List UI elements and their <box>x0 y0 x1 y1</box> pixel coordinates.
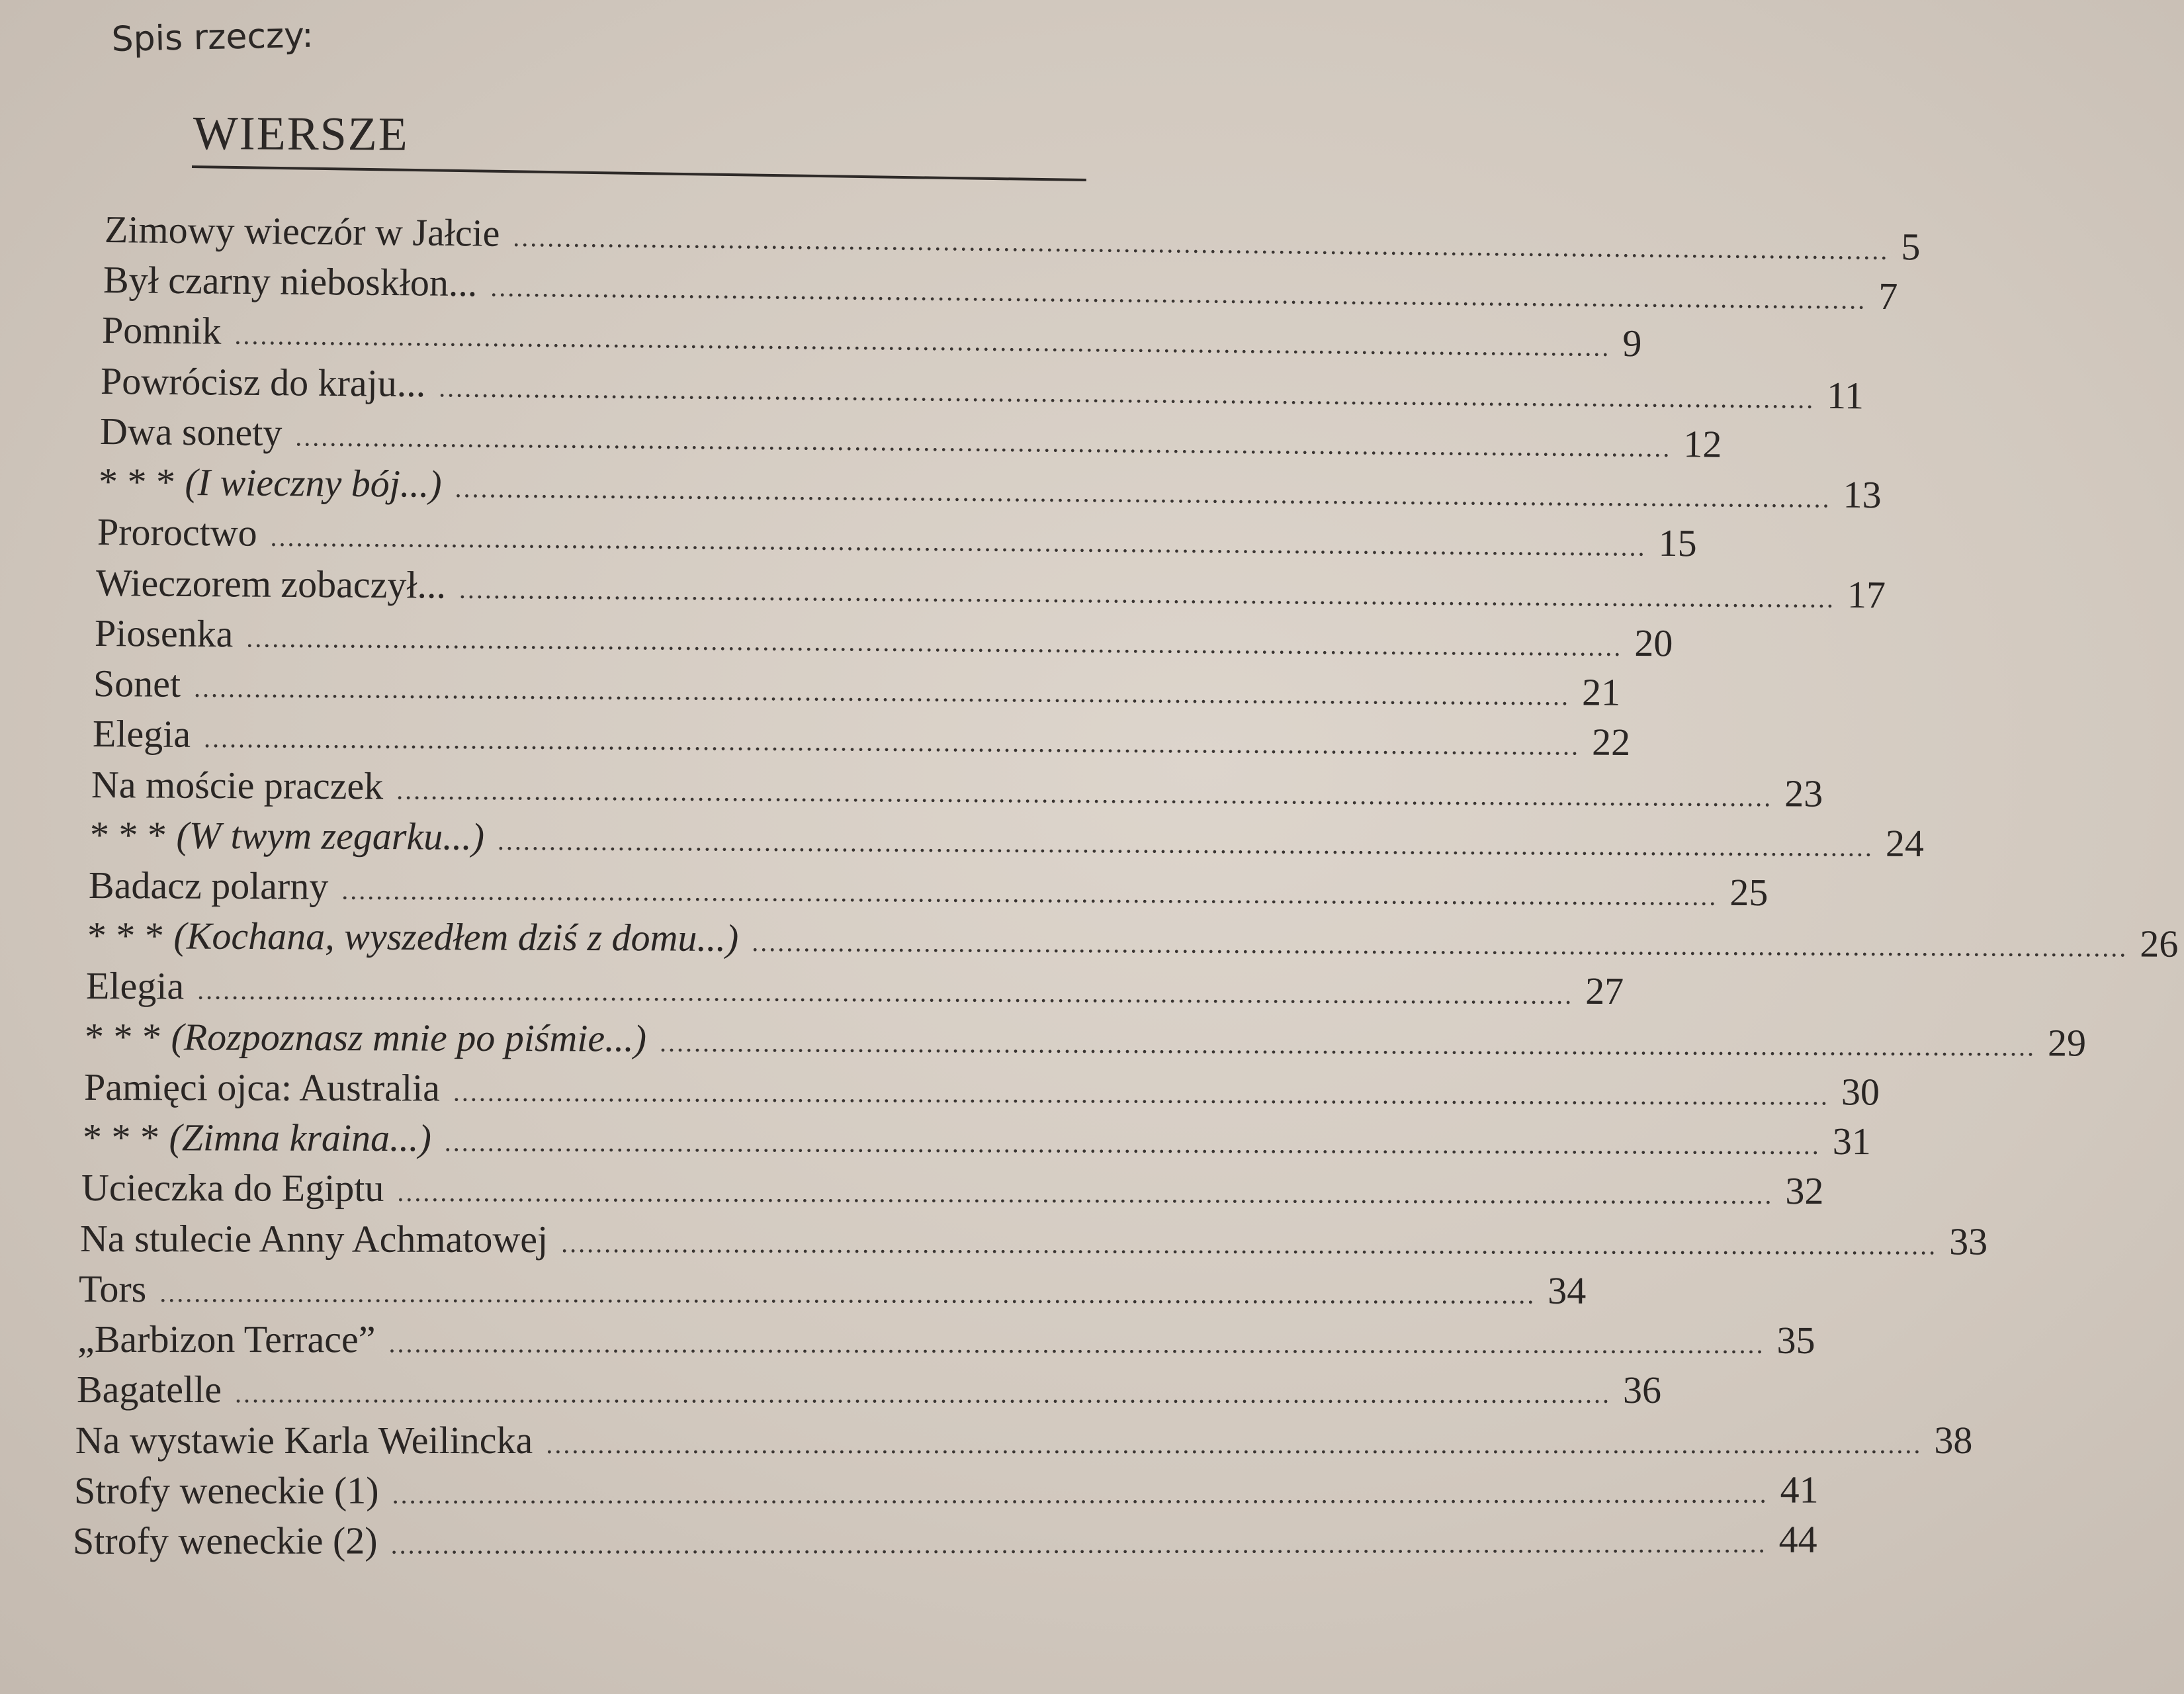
toc-entry-title <box>83 1065 440 1110</box>
toc-entry-title <box>73 1468 379 1512</box>
toc-entry <box>81 1166 1824 1213</box>
toc-entry-asterisks: * * * <box>87 914 174 958</box>
toc-entry <box>104 208 1921 269</box>
toc-entry <box>82 1116 1871 1163</box>
toc-entry-page-number: 26 <box>2140 922 2179 965</box>
toc-entry-page-number: 25 <box>1729 870 1769 914</box>
toc-entry <box>76 1368 1661 1412</box>
toc-entry-asterisks: * * * <box>98 460 185 504</box>
toc-entry-page-number: 29 <box>2048 1021 2087 1065</box>
toc-entry-title <box>77 1370 222 1409</box>
toc-entry-title <box>75 1418 533 1462</box>
dot-leader: ................................................................................................................................................................ <box>203 723 1580 761</box>
dot-leader: ................................................................................................................................................................ <box>660 1027 2036 1061</box>
contents-heading: Spis rzeczy: <box>111 15 314 60</box>
toc-entry-text: „Barbizon Terrace” <box>77 1317 376 1361</box>
toc-entry-page-number: 11 <box>1827 373 1864 418</box>
toc-entry-title <box>93 664 181 703</box>
toc-entry-title <box>99 409 283 455</box>
toc-entry <box>87 914 2179 965</box>
toc-entry-title <box>82 1116 431 1160</box>
toc-entry-page-number: 17 <box>1847 572 1886 617</box>
dot-leader: ................................................................................................................................................................ <box>490 272 1867 315</box>
toc-entry <box>89 813 1924 865</box>
dot-leader: ................................................................................................................................................................ <box>246 623 1623 662</box>
toc-entry-text: Elegia <box>92 712 191 756</box>
toc-entry <box>102 308 1642 365</box>
toc-entry-text: (I wieczny bój...) <box>185 461 442 506</box>
toc-entry-page-number: 27 <box>1585 969 1624 1013</box>
toc-entry-page-number: 31 <box>1832 1120 1871 1163</box>
toc-entry-page-number: 44 <box>1778 1517 1817 1561</box>
dot-leader: ................................................................................................................................................................ <box>497 825 1874 862</box>
toc-entry-text: Wieczorem zobaczył... <box>95 560 447 607</box>
dot-leader: ................................................................................................................................................................ <box>439 372 1815 414</box>
toc-entry <box>79 1267 1587 1312</box>
toc-entry-page-number: 33 <box>1949 1220 1988 1263</box>
toc-entry-text: Tors <box>79 1267 147 1310</box>
dot-leader: ................................................................................................................................................................ <box>194 672 1571 711</box>
toc-entry-page-number: 22 <box>1591 720 1630 764</box>
toc-entry-text: Dwa sonety <box>99 409 283 455</box>
dot-leader: ................................................................................................................................................................ <box>459 574 1836 613</box>
toc-entry-page-number: 30 <box>1841 1070 1880 1114</box>
toc-entry-text: Bagatelle <box>76 1368 222 1411</box>
toc-entry-page-number: 23 <box>1784 771 1823 815</box>
dot-leader: ................................................................................................................................................................ <box>234 1378 1611 1409</box>
dot-leader: ................................................................................................................................................................ <box>294 422 1672 463</box>
dot-leader: ................................................................................................................................................................ <box>453 1077 1829 1111</box>
toc-entry-title <box>85 1014 647 1060</box>
toc-entry-page-number: 34 <box>1548 1269 1587 1312</box>
dot-leader: ................................................................................................................................................................ <box>197 975 1574 1010</box>
toc-entry-title <box>80 1216 548 1261</box>
toc-entry <box>72 1517 1817 1562</box>
toc-entry-title <box>95 560 447 607</box>
toc-entry-text: (Kochana, wyszedłem dziś z domu...) <box>173 914 739 960</box>
toc-entry-text: Strofy weneckie (1) <box>73 1468 379 1512</box>
toc-entry-asterisks: * * * <box>89 813 177 857</box>
toc-entry-text: Na moście praczek <box>91 762 384 807</box>
toc-entry-title <box>89 866 329 906</box>
dot-leader: ................................................................................................................................................................ <box>390 1528 1767 1560</box>
toc-entry-page-number: 9 <box>1622 322 1642 365</box>
toc-entry-asterisks: * * * <box>82 1116 169 1159</box>
dot-leader: ................................................................................................................................................................ <box>234 320 1611 363</box>
dot-leader: ................................................................................................................................................................ <box>392 1478 1769 1509</box>
toc-entry-text: (Zimna kraina...) <box>169 1116 431 1160</box>
toc-entry-page-number: 32 <box>1785 1169 1824 1213</box>
toc-entry-title <box>91 762 384 807</box>
toc-entry <box>93 662 1621 714</box>
toc-entry-title <box>102 308 222 353</box>
dot-leader: ................................................................................................................................................................ <box>513 222 1890 265</box>
toc-entry-title <box>89 813 485 858</box>
toc-entry-page-number: 15 <box>1658 521 1697 565</box>
toc-entry-text: Piosenka <box>95 611 234 656</box>
toc-entry-title <box>86 964 185 1008</box>
toc-entry-text: Ucieczka do Egiptu <box>81 1166 384 1210</box>
toc-entry <box>91 762 1823 815</box>
toc-entry-title <box>72 1519 378 1562</box>
dot-leader: ................................................................................................................................................................ <box>444 1127 1821 1161</box>
toc-entry <box>97 510 1697 565</box>
toc-entry-page-number: 35 <box>1776 1318 1815 1362</box>
toc-entry-text: Badacz polarny <box>88 864 329 908</box>
toc-entry-page-number: 5 <box>1901 225 1921 269</box>
toc-entry-page-number: 41 <box>1780 1468 1819 1511</box>
toc-entry-page-number: 21 <box>1582 670 1621 714</box>
toc-entry <box>73 1468 1819 1512</box>
toc-entry-text: Strofy weneckie (2) <box>72 1519 378 1562</box>
toc-entry-title <box>87 916 739 958</box>
toc-entry-text: (Rozpoznasz mnie po piśmie...) <box>171 1015 647 1060</box>
dot-leader: ................................................................................................................................................................ <box>270 522 1647 562</box>
toc-entry <box>80 1216 1988 1263</box>
toc-entry-page-number: 24 <box>1885 821 1924 865</box>
toc-entry <box>77 1317 1815 1362</box>
toc-entry-page-number: 13 <box>1843 472 1882 517</box>
toc-entry <box>103 258 1898 318</box>
toc-entry-title <box>79 1267 147 1310</box>
toc-entry-text: Na stulecie Anny Achmatowej <box>80 1216 548 1261</box>
toc-entry-title <box>95 611 234 656</box>
dot-leader: ................................................................................................................................................................ <box>388 1328 1765 1359</box>
dot-leader: ................................................................................................................................................................ <box>561 1227 1938 1261</box>
toc-entry <box>83 1065 1880 1114</box>
toc-entry <box>101 359 1864 418</box>
toc-entry-text: Był czarny nieboskłon... <box>103 258 478 305</box>
toc-entry-page-number: 38 <box>1934 1418 1973 1462</box>
toc-entry <box>98 460 1882 517</box>
toc-entry-text: (W twym zegarku...) <box>176 813 485 858</box>
toc-entry-page-number: 20 <box>1634 621 1673 665</box>
toc-entry-title <box>97 510 257 555</box>
toc-entry <box>92 712 1630 764</box>
toc-entry-title <box>98 460 442 506</box>
dot-leader: ................................................................................................................................................................ <box>396 774 1772 812</box>
toc-entry-title <box>81 1166 384 1210</box>
toc-entry-title <box>77 1317 376 1361</box>
toc-entry-page-number: 36 <box>1622 1368 1661 1412</box>
toc-entry <box>95 611 1673 665</box>
toc-entry-text: Zimowy wieczór w Jałcie <box>104 208 500 255</box>
dot-leader: ................................................................................................................................................................ <box>546 1429 1923 1459</box>
toc-entry-text: Sonet <box>93 662 181 705</box>
dot-leader: ................................................................................................................................................................ <box>397 1177 1774 1210</box>
toc-entry <box>95 560 1886 617</box>
toc-entry-title <box>105 210 500 253</box>
toc-entry-text: Pomnik <box>102 308 222 353</box>
toc-entry <box>85 1014 2087 1065</box>
toc-entry-title <box>92 712 191 756</box>
dot-leader: ................................................................................................................................................................ <box>341 875 1718 911</box>
section-title: WIERSZE <box>193 106 409 161</box>
toc-entry-text: Pamięci ojca: Australia <box>83 1065 440 1110</box>
toc-entry-title <box>103 258 478 305</box>
toc-entry-asterisks: * * * <box>85 1014 172 1059</box>
toc-entry <box>86 964 1624 1013</box>
dot-leader: ................................................................................................................................................................ <box>455 473 1831 513</box>
dot-leader: ................................................................................................................................................................ <box>752 927 2128 963</box>
toc-entry <box>99 409 1722 466</box>
toc-entry <box>88 864 1769 914</box>
dot-leader: ................................................................................................................................................................ <box>159 1277 1536 1310</box>
toc-entry-title <box>101 359 427 405</box>
toc-entry <box>75 1418 1973 1462</box>
toc-entry-text: Elegia <box>86 964 185 1008</box>
toc-entry-page-number: 7 <box>1878 275 1898 318</box>
toc-entry-text: Na wystawie Karla Weilincka <box>75 1418 533 1462</box>
toc-entry-text: Proroctwo <box>97 510 257 555</box>
toc-entry-page-number: 12 <box>1682 422 1722 466</box>
toc-entry-text: Powrócisz do kraju... <box>101 359 427 405</box>
